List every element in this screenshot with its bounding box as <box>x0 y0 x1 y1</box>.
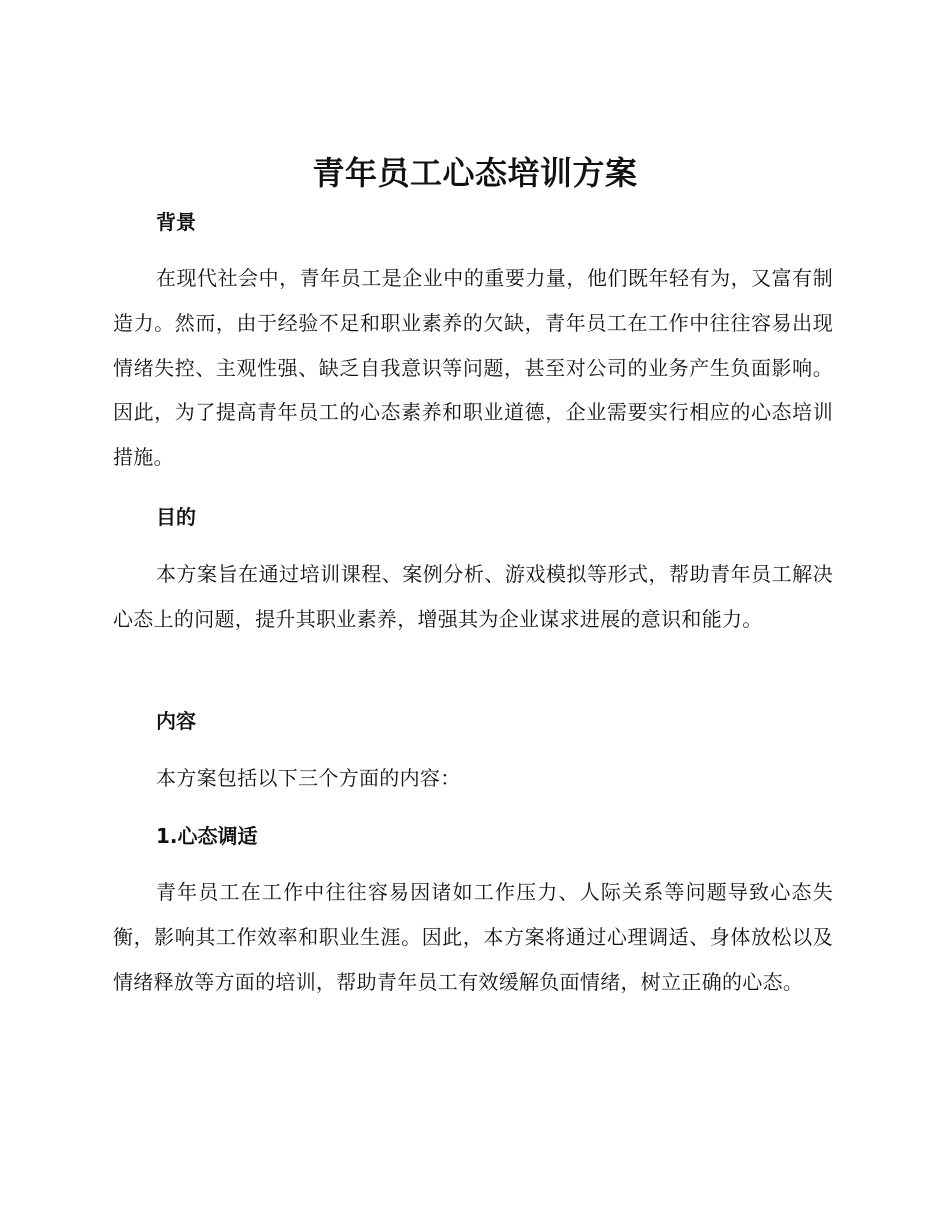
section-text-background: 在现代社会中，青年员工是企业中的重要力量，他们既年轻有为，又富有制造力。然而，由于经验不足和职业素养的欠缺，青年员工在工作中往往容易出现情绪失控、主观性强、缺乏自我意识等问题，甚至对公司的业务产生负面影响。因此，为了提高青年员工的心态素养和职业道德，企业需要实行相应的心态培训措施。 <box>113 266 833 470</box>
section-text-purpose: 本方案旨在通过培训课程、案例分析、游戏模拟等形式，帮助青年员工解决心态上的问题，提升其职业素养，增强其为企业谋求进展的意识和能力。 <box>113 562 833 631</box>
section-heading-purpose: 目的 <box>156 505 196 529</box>
document-title: 青年员工心态培训方案 <box>312 154 638 192</box>
section-text-content-intro: 本方案包括以下三个方面的内容： <box>156 766 461 790</box>
section-heading-background: 背景 <box>156 210 196 234</box>
section-heading-content: 内容 <box>156 709 196 733</box>
subsection-text-mindset: 青年员工在工作中往往容易因诸如工作压力、人际关系等问题导致心态失衡，影响其工作效率和职业生涯。因此，本方案将通过心理调适、身体放松以及情绪释放等方面的培训，帮助青年员工有效缓解负面情绪，树立正确的心态。 <box>113 880 833 994</box>
subsection-heading-mindset: 1.心态调适 <box>156 824 258 848</box>
